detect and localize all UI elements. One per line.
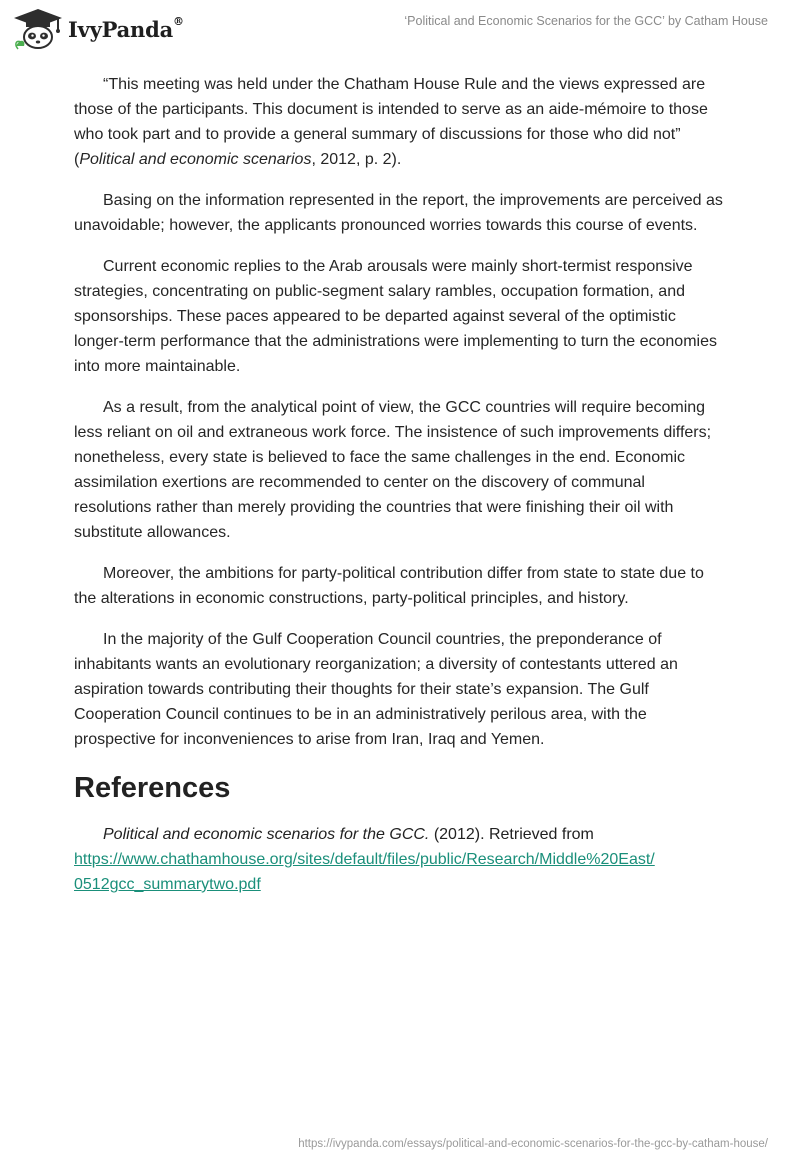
references-heading: References <box>74 772 231 804</box>
page-header <box>0 0 800 60</box>
footer-url: https://ivypanda.com/essays/political-and-economic-scenarios-for-the-gcc-by-catham-house/ <box>298 1138 768 1150</box>
ivypanda-logo[interactable] <box>12 8 184 50</box>
paragraph: Current economic replies to the Arab arousals were mainly short-termist responsive strategies, concentrating on public-segment salary rambles, occupation formation, and sponsorships. These paces appeared to be departed against several of the optimistic longer-term performance that the administrations were implementing to turn the economies into more maintainable. <box>74 258 717 375</box>
paragraph: Moreover, the ambitions for party-political contribution differ from state to state due to the alterations in economic constructions, party-political principles, and history. <box>74 565 704 607</box>
brand-name: IvyPanda® <box>68 14 184 42</box>
paragraph: Basing on the information represented in the report, the improvements are perceived as unavoidable; however, the applicants pronounced worries towards this course of events. <box>74 192 723 234</box>
paragraph-quote: “This meeting was held under the Chatham House Rule and the views expressed are those of the participants. This document is intended to serve as an aide-mémoire to those who took part and to provide a general summary of discussions for those who did not” (Political and economic scenarios, 2012, p. 2). <box>74 76 708 168</box>
reference-link[interactable]: https://www.chathamhouse.org/sites/default/files/public/Research/Middle%20East/ 0512gcc_summarytwo.pdf <box>74 851 655 893</box>
panda-graduate-icon <box>12 8 64 50</box>
reference-entry: Political and economic scenarios for the GCC. (2012). Retrieved from https://www.chathamhouse.org/sites/default/files/public/Research/Middle%20East/ 0512gcc_summarytwo.pdf <box>74 826 655 893</box>
paragraph: As a result, from the analytical point of view, the GCC countries will require becoming less reliant on oil and extraneous work force. The insistence of such improvements differs; nonetheless, every state is believed to face the same challenges in the end. Economic assimilation exertions are recommended to center on the discovery of communal resolutions rather than merely providing the countries that were finishing their oil with substitute allowances. <box>74 399 712 541</box>
document-title: ‘Political and Economic Scenarios for the GCC’ by Catham House <box>404 14 768 28</box>
essay-body <box>74 72 724 897</box>
paragraph: In the majority of the Gulf Cooperation Council countries, the preponderance of inhabitants wants an evolutionary reorganization; a diversity of contestants uttered an aspiration towards contributing their thoughts for their state’s expansion. The Gulf Cooperation Council continues to be in an administratively perilous area, with the prospective for inconveniences to arise from Iran, Iraq and Yemen. <box>74 631 678 748</box>
